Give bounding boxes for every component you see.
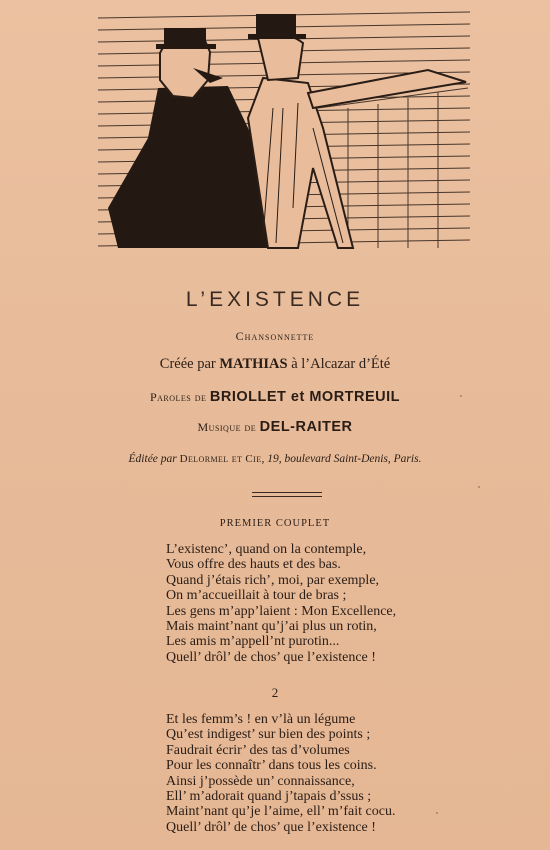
song-genre: Chansonnette [235,329,315,343]
verse-line: Maint’nant qu’je l’aime, ell’ m’fait cocu. [166,804,396,820]
paper-speck [436,812,438,814]
publisher-prefix: Éditée par [128,453,180,465]
verse-line: Ainsi j’possède un’ connaissance, [166,773,355,789]
creation-prefix: Créée par [159,356,220,372]
verse-line: L’existenc’, quand on la contemple, [166,542,367,557]
couplet-heading: PREMIER COUPLET [219,518,331,529]
verse-second-couplet [166,712,395,835]
verse-line: On m’accueillait à tour de bras ; [166,588,347,604]
section-divider [252,492,322,497]
paper-speck [478,486,480,488]
verse-line: Les amis m’appell’nt purotin... [166,634,340,650]
verse-first-couplet [166,542,396,665]
verse-line: Pour les connaîtr’ dans tous les coins. [166,758,377,774]
music-credit [0,419,550,436]
music-label: Musique de [197,420,257,434]
verse-line: Et les femm’s ! en v’là un légume [166,712,356,727]
paper-speck [460,395,462,397]
composer-name: DEL-RAITER [259,419,353,435]
verse-line: Quand j’étais rich’, moi, par exemple, [166,572,380,588]
creation-credit [0,356,550,373]
verse-line: Qu’est indigest’ sur bien des points ; [166,727,371,743]
creation-venue: à l’Alcazar d’Été [287,356,391,372]
verse-line: Quell’ drôl’ de chos’ que l’existence ! [166,819,376,835]
lyrics-credit [0,389,550,406]
verse-line: Ell’ m’adorait quand j’tapais d’ssus ; [166,789,372,805]
publisher-credit [0,453,550,465]
publisher-name: Delormel et Cie [179,453,262,465]
verse-line: Faudrait écrir’ des tas d’volumes [166,742,350,758]
verse-line: Vous offre des hauts et des bas. [166,557,341,573]
couplet-number: 2 [271,685,279,700]
engraving-illustration [98,8,470,258]
verse-line: Les gens m’app’laient : Mon Excellence, [166,603,397,619]
lyrics-label: Paroles de [149,390,207,404]
song-title: L’EXISTENCE [185,288,365,311]
verse-line: Quell’ drôl’ de chos’ que l’existence ! [166,649,376,665]
lyricists-names: BRIOLLET et MORTREUIL [209,389,401,405]
verse-line: Mais maint’nant qu’j’ai plus un rotin, [166,619,377,635]
publisher-address: , 19, boulevard Saint-Denis, Paris. [261,453,422,465]
performer-name: MATHIAS [219,356,288,372]
